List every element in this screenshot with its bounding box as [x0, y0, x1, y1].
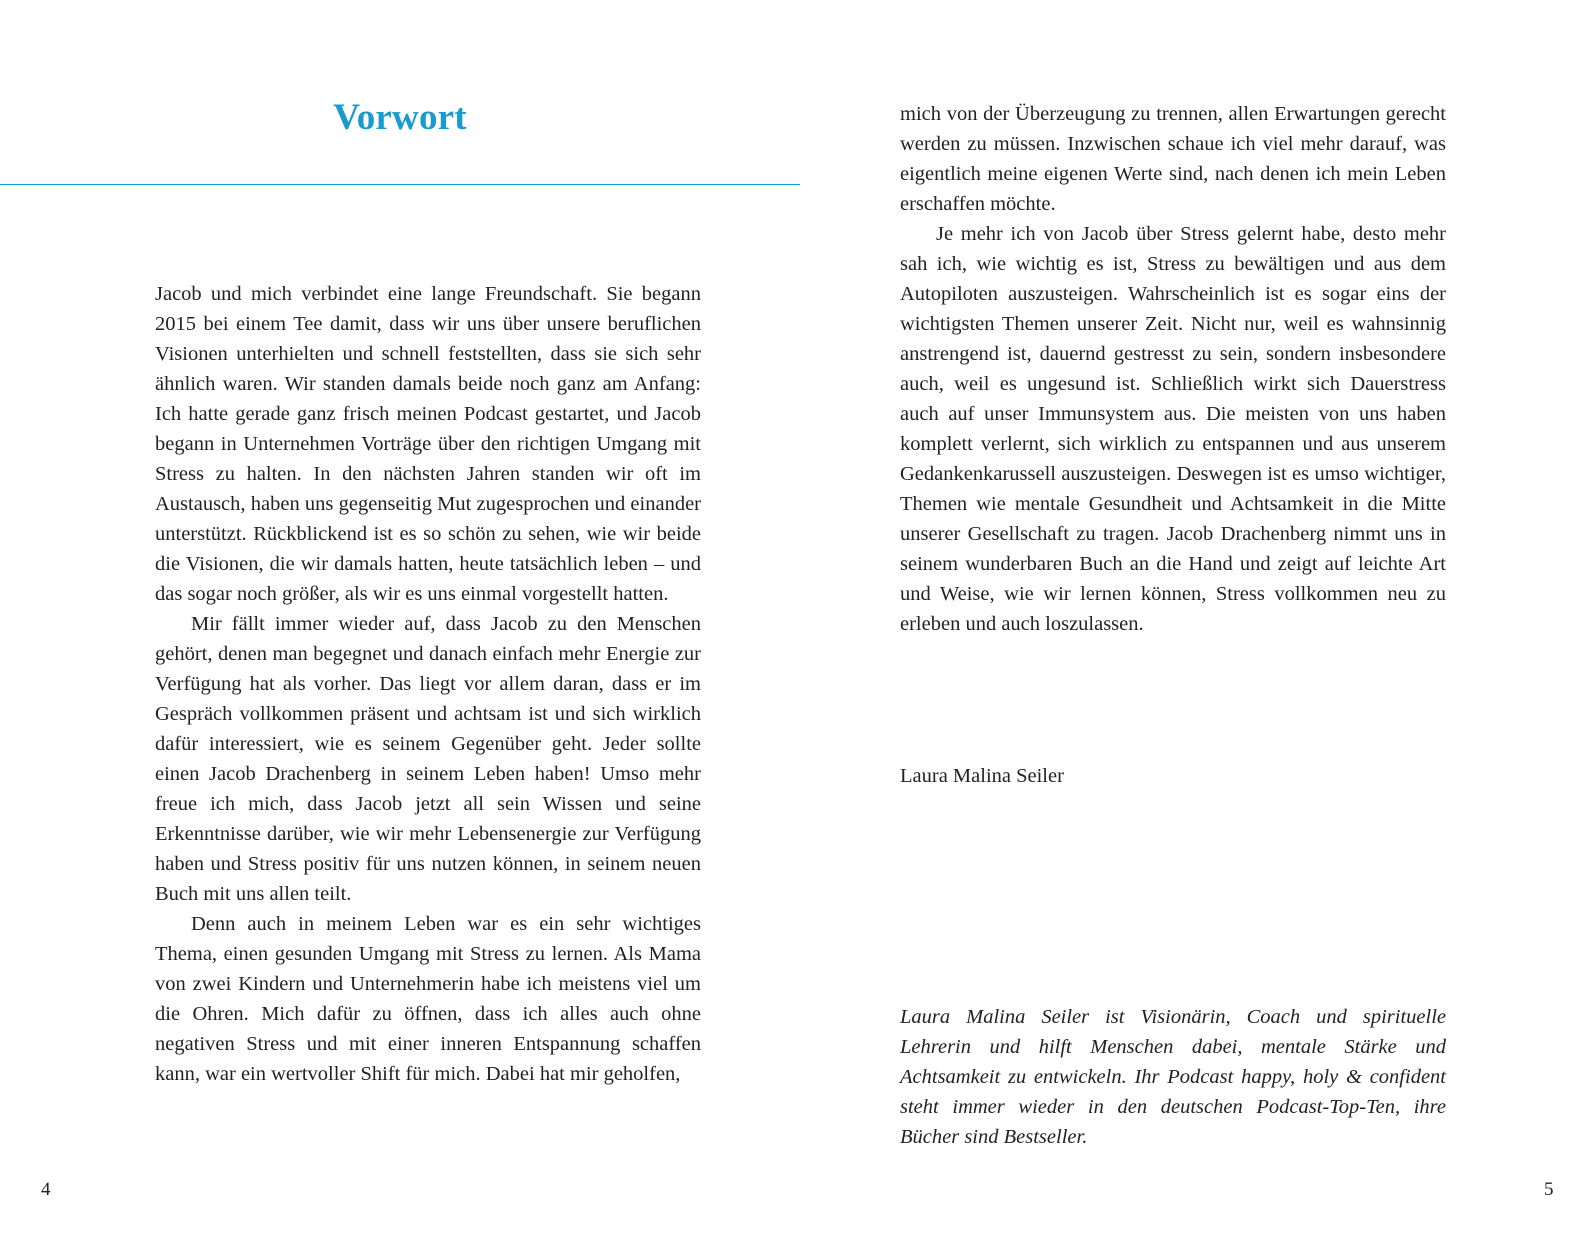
page-number-right: 5: [1544, 1179, 1554, 1200]
page-number-left: 4: [41, 1179, 51, 1200]
chapter-title: Vorwort: [333, 97, 467, 138]
title-divider: [0, 184, 800, 185]
foreword-paragraph-1: Jacob und mich verbindet eine lange Freundschaft. Sie begann 2015 bei einem Tee damit, dass wir uns über unsere beruflichen Visionen unterhielten und schnell feststellten, dass sie sich sehr ähnlich waren. Wir standen damals beide noch ganz am Anfang: Ich hatte gerade ganz frisch meinen Podcast gestartet, und Jacob begann in Unternehmen Vorträge über den richtigen Umgang mit Stress zu halten. In den nächsten Jahren standen wir oft im Austausch, haben uns gegenseitig Mut zugesprochen und einander unterstützt. Rückblickend ist es so schön zu sehen, wie wir beide die Visionen, die wir damals hatten, heute tatsächlich leben – und das sogar noch größer, als wir es uns einmal vorgestellt hatten.: [155, 283, 701, 605]
foreword-paragraph-3: Denn auch in meinem Leben war es ein sehr wichtiges Thema, einen gesunden Umgang mit Stress zu lernen. Als Mama von zwei Kindern und Unternehmerin habe ich meistens viel um die Ohren. Mich dafür zu öffnen, dass ich alles auch ohne negativen Stress und mit einer inneren Entspannung schaffen kann, war ein wertvoller Shift für mich. Dabei hat mir geholfen,: [155, 913, 701, 1085]
left-page-body: [155, 279, 701, 1089]
foreword-paragraph-5: Je mehr ich von Jacob über Stress gelernt habe, desto mehr sah ich, wie wichtig es ist, Stress zu bewältigen und aus dem Autopiloten auszusteigen. Wahrscheinlich ist es sogar eins der wichtigsten Themen unserer Zeit. Nicht nur, weil es wahnsinnig anstrengend ist, dauernd gestresst zu sein, sondern insbesondere auch, weil es ungesund ist. Schließlich wirkt sich Dauerstress auch auf unser Immunsystem aus. Die meisten von uns haben komplett verlernt, sich wirklich zu entspannen und aus unserem Gedankenkarussell auszusteigen. Deswegen ist es umso wichtiger, Themen wie mentale Gesundheit und Achtsamkeit in die Mitte unserer Gesellschaft zu tragen. Jacob Drachenberg nimmt uns in seinem wunderbaren Buch an die Hand und zeigt auf leichte Art und Weise, wie wir lernen können, Stress vollkommen neu zu erleben und auch loszulassen.: [900, 223, 1446, 635]
right-page-body: [900, 99, 1446, 639]
foreword-paragraph-2: Mir fällt immer wieder auf, dass Jacob zu den Menschen gehört, denen man begegnet und danach einfach mehr Energie zur Verfügung hat als vorher. Das liegt vor allem daran, dass er im Gespräch vollkommen präsent und achtsam ist und sich wirklich dafür interessiert, wie es seinem Gegenüber geht. Jeder sollte einen Jacob Drachenberg in seinem Leben haben! Umso mehr freue ich mich, dass Jacob jetzt all sein Wissen und seine Erkenntnisse darüber, wie wir mehr Lebensenergie zur Verfügung haben und Stress positiv für uns nutzen können, in seinem neuen Buch mit uns allen teilt.: [155, 613, 701, 905]
author-signature: Laura Malina Seiler: [900, 765, 1064, 787]
foreword-paragraph-4: mich von der Überzeugung zu trennen, allen Erwartungen gerecht werden zu müssen. Inzwischen schaue ich viel mehr darauf, was eigentlich meine eigenen Werte sind, nach denen ich mein Leben erschaffen möchte.: [900, 103, 1446, 215]
author-bio: Laura Malina Seiler ist Visionärin, Coach und spirituelle Lehrerin und hilft Menschen dabei, mentale Stärke und Achtsamkeit zu entwickeln. Ihr Podcast happy, holy & confident steht immer wieder in den deutschen Podcast-Top-Ten, ihre Bücher sind Bestseller.: [900, 1006, 1446, 1148]
